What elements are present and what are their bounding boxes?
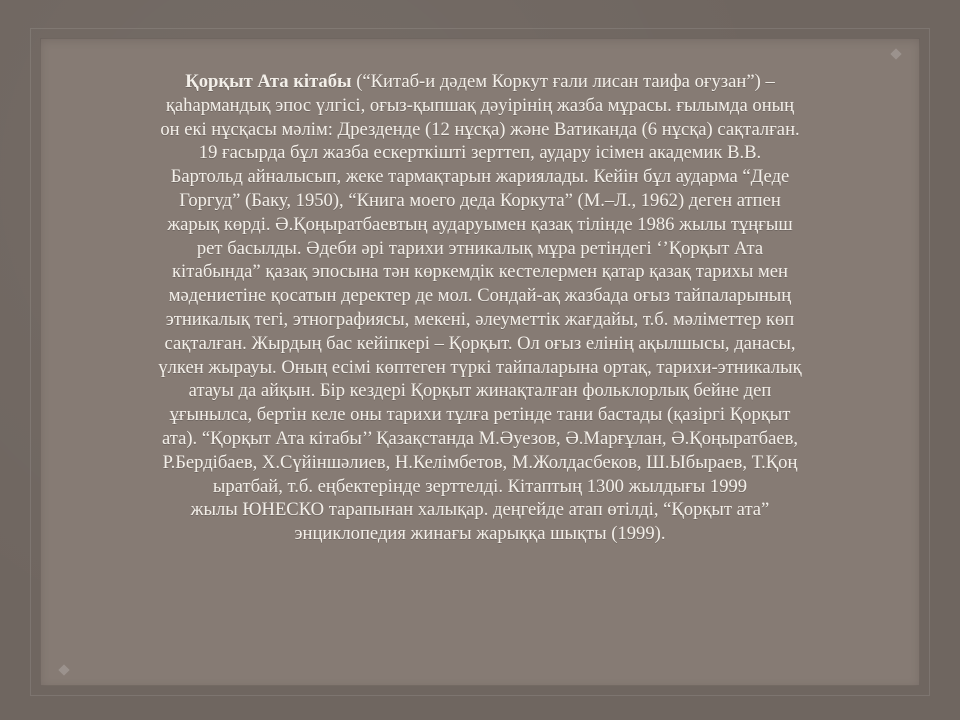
text-line: ұғынылса, бертін келе оны тарихи тұлға ретінде тани бастады (қазіргі Қорқыт: [169, 404, 791, 426]
text-line: сақталған. Жырдың бас кейіпкері – Қорқыт. Ол оғыз елінің ақылшысы, данасы,: [164, 332, 796, 354]
text-line: ата). “Қорқыт Ата кітабы’’ Қазақстанда М.Әуезов, Ә.Марғұлан, Ә.Қоңыратбаев,: [161, 427, 799, 449]
corner-ornament: [58, 664, 69, 675]
text-line: энциклопедия жинағы жарыққа шықты (1999).: [294, 523, 666, 545]
body-text: [86, 70, 874, 546]
text-line: кітабында” қазақ эпосына тән көркемдік кестелермен қатар қазақ тарихы мен: [172, 261, 788, 283]
text-line: рет басылды. Әдеби әрі тарихи этникалық мұра ретіндегі ‘’Қорқыт Ата: [196, 237, 764, 259]
text-line: жарық көрді. Ә.Қоңыратбаевтың аударуымен қазақ тілінде 1986 жылы тұңғыш: [167, 213, 793, 235]
corner-ornament: [890, 48, 901, 59]
text-line: 19 ғасырда бұл жазба ескерткішті зерттеп, аудару ісімен академик В.В.: [198, 142, 762, 164]
text-line: жылы ЮНЕСКО тарапынан халықар. деңгейде атап өтілді, “Қорқыт ата”: [190, 499, 770, 521]
book-title: Қорқыт Ата кітабы: [185, 71, 352, 92]
text-line: атауы да айқын. Бір кездері Қорқыт жинақталған фольклорлық бейне деп: [188, 380, 772, 402]
text-line: [86, 70, 874, 94]
text-line: Бартольд айналысып, жеке тармақтарын жариялады. Кейін бұл аударма “Деде: [170, 166, 790, 188]
text-line: қаһармандық эпос үлгісі, оғыз-қыпшақ дәуірінің жазба мұрасы. ғылымда оның: [165, 94, 795, 116]
text-line: ыратбай, т.б. еңбектерінде зерттелді. Кітаптың 1300 жылдығы 1999: [212, 475, 748, 497]
text-line: мәдениетіне қосатын деректер де мол. Сондай-ақ жазбада оғыз тайпаларының: [168, 285, 792, 307]
text-line: Р.Бердібаев, Х.Сүйіншәлиев, Н.Келімбетов, М.Жолдасбеков, Ш.Ыбыраев, Т.Қоң: [162, 451, 798, 473]
text-line: он екі нұсқасы мәлім: Дрезденде (12 нұсқа) және Ватиканда (6 нұсқа) сақталған.: [160, 118, 800, 140]
text-line: үлкен жырауы. Оның есімі көптеген түркі тайпаларына ортақ, тарихи-этникалық: [158, 356, 802, 378]
text-line: Горгуд” (Баку, 1950), “Книга моего деда Коркута” (М.–Л., 1962) деген атпен: [179, 189, 781, 211]
text-line-fragment: (“Китаб-и дәдем Коркут ғали лисан таифа оғузан”) –: [351, 71, 775, 92]
text-line: этникалық тегі, этнографиясы, мекені, әлеуметтік жағдайы, т.б. мәліметтер көп: [165, 308, 795, 330]
